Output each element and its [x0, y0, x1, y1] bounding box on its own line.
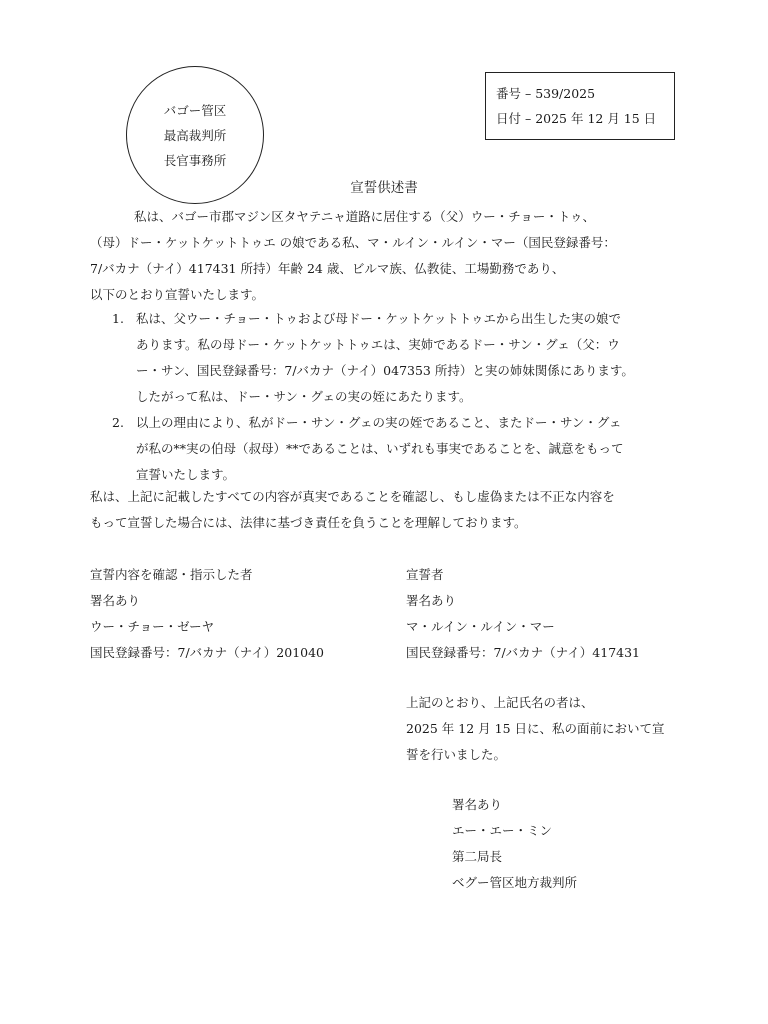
intro-line: 私は、バゴー市郡マジン区タヤテニャ道路に居住する（父）ウー・チョー・トゥ、	[134, 209, 596, 224]
confirmer-block	[90, 562, 324, 666]
confirmer-signature: 署名あり	[90, 593, 141, 608]
item-line: したがって私は、ドー・サン・グェの実の姪にあたります。	[136, 389, 472, 404]
reference-box	[485, 72, 675, 140]
item-line: ー・サン、国民登録番号：7/バカナ（ナイ）047353 所持）と実の姉妹関係にあります。	[136, 363, 634, 378]
confirmer-nrc: 国民登録番号：7/バカナ（ナイ）201040	[90, 645, 325, 660]
judge-signature: 署名あり	[452, 797, 503, 812]
reference-number: 番号 – 539/2025	[496, 86, 596, 101]
item-number: 1.	[112, 311, 124, 326]
judge-position: 第二局長	[452, 849, 503, 864]
deponent-nrc: 国民登録番号：7/バカナ（ナイ）417431	[406, 645, 641, 660]
item-line: 宣誓いたします。	[136, 467, 236, 482]
closing-paragraph	[90, 484, 690, 536]
item-line: 私は、父ウー・チョー・トゥおよび母ドー・ケットケットトゥエから出生した実の娘で	[136, 311, 622, 326]
judge-name: エー・エー・ミン	[452, 823, 553, 838]
seal-line: 長官事務所	[163, 152, 227, 168]
item-line: 以上の理由により、私がドー・サン・グェの実の姪であること、またドー・サン・グェ	[136, 415, 622, 430]
intro-paragraph	[90, 204, 680, 308]
item-line: が私の**実の伯母（叔母）**であることは、いずれも事実であることを、誠意をもって	[136, 441, 624, 456]
closing-line: 私は、上記に記載したすべての内容が真実であることを確認し、もし虚偽または不正な内容を	[90, 489, 615, 504]
intro-line: 以下のとおり宣誓いたします。	[90, 287, 265, 302]
attestation-line: 上記のとおり、上記氏名の者は、	[406, 695, 594, 710]
deponent-block	[406, 562, 640, 666]
attestation-line: 2025 年 12 月 15 日に、私の面前において宣	[406, 721, 665, 736]
document-title: 宣誓供述書	[350, 180, 418, 196]
statement-item	[90, 410, 680, 488]
item-line: あります。私の母ドー・ケットケットトゥエは、実姉であるドー・サン・グェ（父：ウ	[136, 337, 620, 352]
deponent-heading: 宣誓者	[406, 567, 444, 582]
statement-list	[90, 306, 680, 488]
attestation-line: 誓を行いました。	[406, 747, 507, 762]
judge-block	[452, 792, 577, 896]
intro-line: 7/バカナ（ナイ）417431 所持）年齢 24 歳、ビルマ族、仏教徒、工場勤務であり、	[90, 261, 565, 276]
intro-line: （母）ドー・ケットケットトゥエ の娘である私、マ・ルイン・ルイン・マー（国民登録番号：	[90, 235, 616, 250]
judge-court: ベグー管区地方裁判所	[452, 875, 578, 890]
seal-line: 最高裁判所	[163, 127, 227, 143]
confirmer-name: ウー・チョー・ゼーヤ	[90, 619, 215, 634]
statement-item	[90, 306, 680, 410]
reference-date: 日付 – 2025 年 12 月 15 日	[496, 111, 657, 126]
confirmer-heading: 宣誓内容を確認・指示した者	[90, 567, 253, 582]
item-number: 2.	[112, 415, 124, 430]
closing-line: もって宣誓した場合には、法律に基づき責任を負うことを理解しております。	[90, 515, 527, 530]
attestation-block	[406, 690, 696, 768]
deponent-name: マ・ルイン・ルイン・マー	[406, 619, 555, 634]
deponent-signature: 署名あり	[406, 593, 457, 608]
seal-line: バゴー管区	[163, 102, 227, 118]
